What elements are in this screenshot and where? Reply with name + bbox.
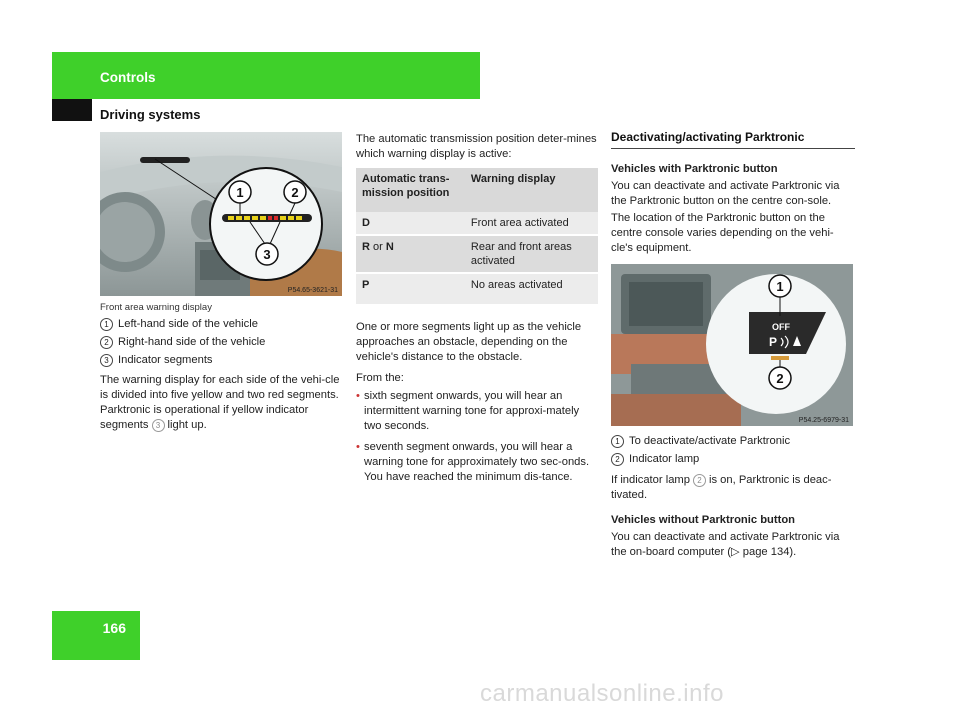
section-title: Controls <box>100 70 156 85</box>
callout-item: 2 Indicator lamp <box>611 452 855 467</box>
subheading: Vehicles with Parktronic button <box>611 163 778 175</box>
column-right <box>611 130 855 560</box>
warning-display-paragraph: The warning display for each side of the vehi-cle is divided into five yellow and two red segments. Parktronic is operational if yellow indicator segments 3 light up. <box>100 374 340 431</box>
parktronic-button-photo <box>611 264 853 426</box>
subsection-title: Driving systems <box>100 107 201 122</box>
segments-paragraph: One or more segments light up as the vehicle approaches an obstacle, depending on the vehicle's distance to the obstacle. <box>356 321 582 363</box>
button-p-symbol: P <box>768 335 778 349</box>
svg-text:3: 3 <box>263 247 271 262</box>
table-header: Automatic trans-mission position <box>356 168 465 212</box>
list-item: • sixth segment onwards, you will hear an intermittent warning tone for approxi-mately two seconds. <box>356 390 580 432</box>
section-heading: Deactivating/activating Parktronic <box>611 130 855 149</box>
paragraph: You can deactivate and activate Parktronic via the Parktronic button on the centre con-sole. <box>611 180 840 207</box>
image-code: P54.65-3621-31 <box>287 287 338 294</box>
transmission-intro: The automatic transmission position deter-mines which warning display is active: <box>356 133 597 160</box>
callout-ref: 2 <box>693 474 706 487</box>
svg-text:1: 1 <box>776 279 784 294</box>
callout-number: 1 <box>100 318 113 331</box>
button-off-label: OFF <box>772 322 790 332</box>
callout-ref: 3 <box>152 419 165 432</box>
page-number: 166 <box>102 620 126 636</box>
callout-number: 3 <box>100 354 113 367</box>
svg-text:2: 2 <box>291 185 299 200</box>
callout-number: 2 <box>611 453 624 466</box>
page-reference-arrow-icon: ▷ <box>731 546 740 558</box>
paragraph: The location of the Parktronic button on the centre console varies depending on the vehi-cle's equipment. <box>611 212 834 254</box>
table-header: Warning display <box>465 168 598 212</box>
transmission-table <box>356 168 598 304</box>
table-row: R or N Rear and front areas activated <box>356 235 598 273</box>
svg-text:2: 2 <box>776 371 784 386</box>
indicator-paragraph: If indicator lamp 2 is on, Parktronic is deac-tivated. <box>611 474 832 501</box>
subheading: Vehicles without Parktronic button <box>611 514 795 526</box>
svg-text:1: 1 <box>236 185 244 200</box>
figure-caption: Front area warning display <box>100 302 212 313</box>
dashboard-warning-display-photo <box>100 132 342 296</box>
table-row: P No areas activated <box>356 273 598 304</box>
watermark: carmanualsonline.info <box>480 680 724 707</box>
callout-item: 3 Indicator segments <box>100 353 342 368</box>
section-tab <box>52 99 92 121</box>
from-the-label: From the: <box>356 372 404 384</box>
callout-item: 1 To deactivate/activate Parktronic <box>611 434 855 449</box>
callout-number: 1 <box>611 435 624 448</box>
column-left <box>100 132 342 433</box>
column-middle <box>356 132 598 485</box>
paragraph: You can deactivate and activate Parktronic via the on-board computer (▷ page 134). <box>611 531 840 558</box>
image-code: P54.25-6979-31 <box>798 417 849 424</box>
callout-item: 1 Left-hand side of the vehicle <box>100 317 342 332</box>
warning-segments <box>228 216 302 220</box>
table-row: D Front area activated <box>356 212 598 235</box>
callout-number: 2 <box>100 336 113 349</box>
list-item: • seventh segment onwards, you will hear a warning tone for approximately two sec-onds. You have reached the minimum dis-tance. <box>356 441 590 483</box>
callout-item: 2 Right-hand side of the vehicle <box>100 335 342 350</box>
